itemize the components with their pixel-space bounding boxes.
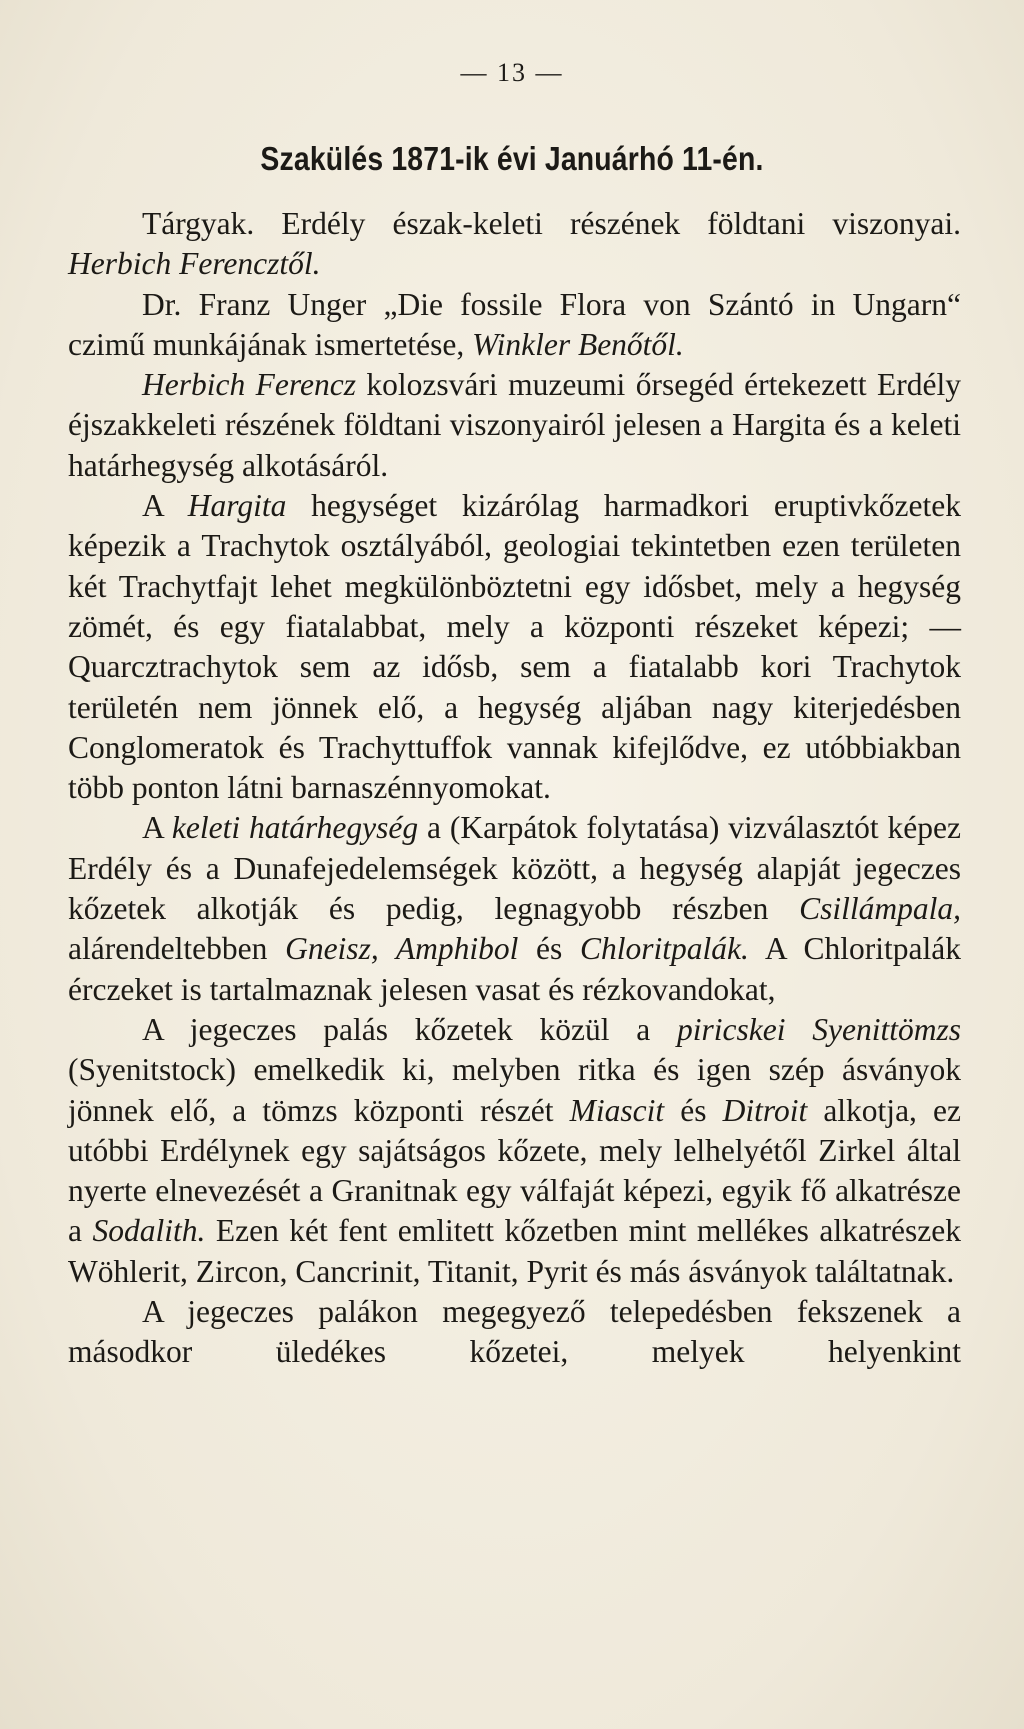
- italic-text-segment: Sodalith.: [92, 1213, 206, 1249]
- italic-text-segment: Herbich Ferencz: [142, 367, 356, 403]
- italic-text-segment: Csillámpala,: [799, 891, 961, 927]
- text-segment: A jegeczes palás kőzetek közül a: [142, 1011, 678, 1047]
- paragraph: [68, 365, 961, 486]
- italic-text-segment: Ditroit: [722, 1092, 808, 1128]
- paragraph: [68, 1010, 961, 1292]
- page-title: Szakülés 1871-ik évi Januárhó 11-én.: [260, 140, 764, 177]
- text-segment: alkotja, ez utóbbi Erdélynek egy sajátságos kőzete, mely lelhelyétől Zirkel által nyerte elnevezését a Granitnak egy válfaját képezi, egyik fő alkatrésze a: [68, 1092, 961, 1249]
- text-segment: a (Karpátok folytatása) vizválasztót képez Erdély és a Dunafejedelemségek között, a hegység alapját jegeczes kőzetek alkotják és pedig, legnagyobb részben: [68, 810, 962, 927]
- text-segment: kolozsvári muzeumi őrsegéd értekezett Erdély éjszakkeleti részének földtani viszonyairól jelesen a Hargita és a keleti határhegység alkotásáról.: [68, 367, 961, 483]
- body-text: [68, 204, 961, 1373]
- text-segment: és: [664, 1092, 723, 1128]
- page-number: — 13 —: [460, 58, 564, 87]
- text-segment: Tárgyak. Erdély észak-keleti részének földtani viszonyai.: [142, 206, 961, 241]
- text-segment: A: [142, 810, 172, 846]
- italic-text-segment: piricskei Syenittömzs: [677, 1011, 961, 1047]
- italic-text-segment: Winkler Benőtől.: [472, 326, 684, 362]
- paragraph: [68, 204, 961, 285]
- text-segment: A jegeczes palákon megegyező telepedésben fekszenek a másodkor üledékes kőzetei, melyek helyenkint: [68, 1294, 961, 1370]
- text-segment: A Chloritpalák érczeket is tartalmaznak jelesen vasat és rézkovandokat,: [68, 931, 961, 1007]
- paragraph: [68, 1292, 961, 1373]
- italic-text-segment: Chloritpalák.: [579, 931, 749, 967]
- text-segment: Ezen két fent emlitett kőzetben mint mellékes alkatrészek Wöhlerit, Zircon, Cancrinit, Titanit, Pyrit és más ásványok találtatnak.: [68, 1213, 962, 1289]
- italic-text-segment: Gneisz, Amphibol: [285, 931, 519, 967]
- italic-text-segment: keleti határhegység: [171, 810, 419, 846]
- italic-text-segment: Miascit: [569, 1092, 665, 1128]
- text-segment: (Syenitstock) emelkedik ki, melyben ritka és igen szép ásványok jönnek elő, a tömzs központi részét: [68, 1052, 961, 1128]
- italic-text-segment: Hargita: [187, 488, 287, 524]
- text-segment: és: [518, 931, 580, 967]
- text-segment: hegységet kizárólag harmadkori eruptivkőzetek képezik a Trachytok osztályából, geologiai tekintetben ezen területen két Trachytfajt lehet megkülönböztetni egy idősbet, mely a hegység zömét, és egy fiatalabbat, mely a központi részeket képezi; — Quarcztrachytok sem az idősb, sem a fiatalabb kori Trachytok területén nem jönnek elő, a hegység aljában nagy kiterjedésben Conglomeratok és Trachyttuffok vannak kifejlődve, ez utóbbiakban több ponton látni barnaszénnyomokat.: [68, 488, 961, 806]
- paragraph: [68, 285, 961, 366]
- text-segment: alárendeltebben: [68, 931, 286, 967]
- text-segment: A: [142, 488, 188, 524]
- paragraph: [68, 486, 961, 808]
- italic-text-segment: Herbich Ferencztől.: [68, 246, 321, 282]
- paragraph: [68, 808, 961, 1009]
- text-segment: Dr. Franz Unger „Die fossile Flora von Szántó in Ungarn“ czimű munkájának ismertetése,: [68, 286, 961, 362]
